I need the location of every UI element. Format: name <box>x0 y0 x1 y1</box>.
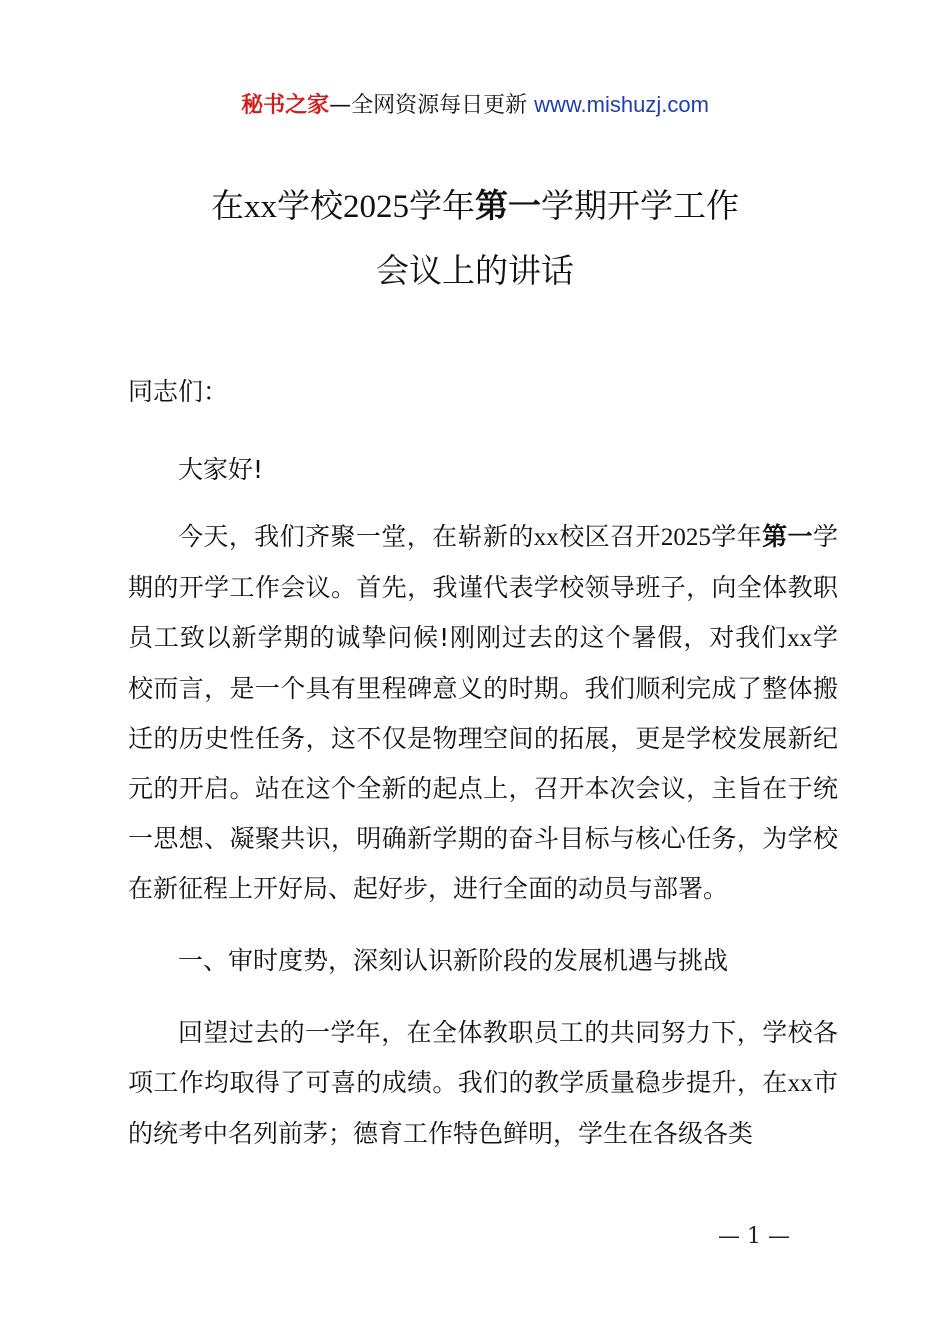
title-text-bold: 第一 <box>475 186 541 225</box>
paragraph-text: xx <box>787 1070 813 1097</box>
title-text: 在 <box>211 186 244 225</box>
paragraph-2 <box>128 1008 838 1159</box>
site-banner <box>0 88 950 123</box>
site-url-link[interactable]: www.mishuzj.com <box>534 92 709 117</box>
banner-tagline: 全网资源每日更新 <box>351 93 528 118</box>
greeting: 大家好! <box>178 455 264 484</box>
document-title-line-1 <box>0 186 950 227</box>
paragraph-text: xx <box>787 625 813 652</box>
page-number: — 1 — <box>718 1224 790 1249</box>
document-body <box>128 372 838 1181</box>
title-text: 学校 <box>277 186 343 225</box>
paragraph-text-bold: 第一 <box>762 522 813 551</box>
title-text: 2025 <box>343 189 409 225</box>
paragraph-text: 2025 <box>660 524 711 551</box>
paragraph-text: 学期的开学工作会议。首先，我谨代表学校领导班子，向全体教职员工致以新学期的诚挚问候!刚刚过去的这个暑假，对我们 <box>128 522 838 652</box>
paragraph-text: xx <box>533 524 559 551</box>
document-title-line-2: 会议上的讲话 <box>376 251 574 290</box>
paragraph-text: 学校而言，是一个具有里程碑意义的时期。我们顺利完成了整体搬迁的历史性任务，这不仅是物理空间的拓展，更是学校发展新纪元的开启。站在这个全新的起点上，召开本次会议，主旨在于统一思想、凝聚共识，明确新学期的奋斗目标与核心任务，为学校在新征程上开好局、起好步，进行全面的动员与部署。 <box>128 623 838 903</box>
paragraph-text: 今天，我们齐聚一堂，在崭新的 <box>178 522 534 551</box>
title-text: 学年 <box>409 186 475 225</box>
banner-dash: — <box>329 93 352 118</box>
title-text: xx <box>244 189 277 225</box>
salutation: 同志们： <box>128 377 229 406</box>
paragraph-1 <box>128 512 838 914</box>
paragraph-text: 校区召开 <box>558 522 661 551</box>
section-heading-1: 一、审时度势，深刻认识新阶段的发展机遇与挑战 <box>178 946 729 975</box>
title-text: 学期开学工作 <box>541 186 739 225</box>
paragraph-text: 市的统考中名列前茅；德育工作特色鲜明，学生在各级各类 <box>128 1068 838 1148</box>
paragraph-text: 回望过去的一学年，在全体教职员工的共同努力下，学校各项工作均取得了可喜的成绩。我们的教学质量稳步提升，在 <box>128 1018 838 1097</box>
brand-name: 秘书之家 <box>241 93 330 118</box>
paragraph-text: 学年 <box>710 522 763 551</box>
